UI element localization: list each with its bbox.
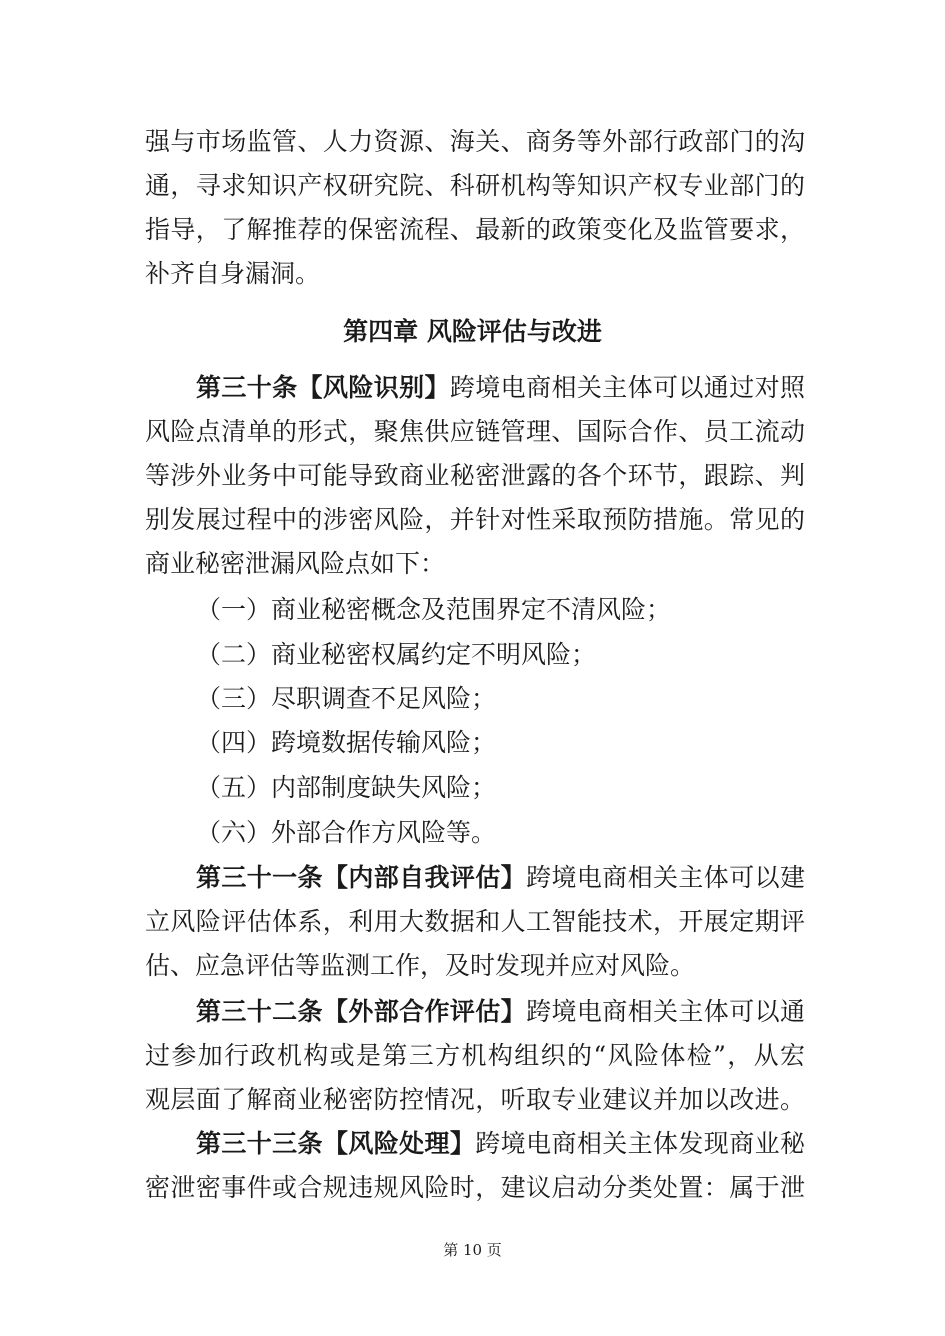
list-item: （一）商业秘密概念及范围界定不清风险； xyxy=(196,595,672,624)
list-item: （六）外部合作方风险等。 xyxy=(196,818,497,847)
paragraph-line: 立风险评估体系，利用大数据和人工智能技术，开展定期评 xyxy=(145,907,805,936)
list-item: （五）内部制度缺失风险； xyxy=(196,773,497,802)
article-text: 跨境电商相关主体可以通过对照 xyxy=(449,373,805,402)
list-item: （三）尽职调查不足风险； xyxy=(196,684,497,713)
paragraph-line: 估、应急评估等监测工作，及时发现并应对风险。 xyxy=(145,951,696,980)
paragraph-line: 商业秘密泄漏风险点如下： xyxy=(145,549,446,578)
page-number: 第 10 页 xyxy=(443,1241,502,1259)
article-label: 第三十条【风险识别】 xyxy=(196,373,450,402)
paragraph-line: 风险点清单的形式，聚焦供应链管理、国际合作、员工流动 xyxy=(145,417,805,446)
article-text: 跨境电商相关主体发现商业秘 xyxy=(475,1129,805,1158)
article-first-line xyxy=(196,856,805,900)
list-item: （四）跨境数据传输风险； xyxy=(196,728,497,757)
article-label: 第三十二条【外部合作评估】 xyxy=(196,997,527,1026)
paragraph-line: 观层面了解商业秘密防控情况，听取专业建议并加以改进。 xyxy=(145,1085,805,1114)
paragraph-line: 补齐自身漏洞。 xyxy=(145,259,321,288)
article-label: 第三十一条【内部自我评估】 xyxy=(196,863,527,892)
article-first-line xyxy=(196,1122,805,1166)
paragraph-line: 强与市场监管、人力资源、海关、商务等外部行政部门的沟 xyxy=(145,127,805,156)
chapter-heading: 第四章 风险评估与改进 xyxy=(343,317,602,346)
article-first-line xyxy=(196,366,805,410)
paragraph-line: 通，寻求知识产权研究院、科研机构等知识产权专业部门的 xyxy=(145,171,805,200)
paragraph-line: 密泄密事件或合规违规风险时，建议启动分类处置：属于泄 xyxy=(145,1173,805,1202)
article-first-line xyxy=(196,990,805,1034)
paragraph-line: 指导，了解推荐的保密流程、最新的政策变化及监管要求， xyxy=(145,215,805,244)
paragraph-line: 过参加行政机构或是第三方机构组织的“风险体检”，从宏 xyxy=(145,1041,805,1070)
article-text: 跨境电商相关主体可以通 xyxy=(526,997,805,1026)
article-label: 第三十三条【风险处理】 xyxy=(196,1129,476,1158)
paragraph-line: 别发展过程中的涉密风险，并针对性采取预防措施。常见的 xyxy=(145,505,805,534)
paragraph-line: 等涉外业务中可能导致商业秘密泄露的各个环节，跟踪、判 xyxy=(145,461,805,490)
list-item: （二）商业秘密权属约定不明风险； xyxy=(196,640,597,669)
article-text: 跨境电商相关主体可以建 xyxy=(526,863,805,892)
